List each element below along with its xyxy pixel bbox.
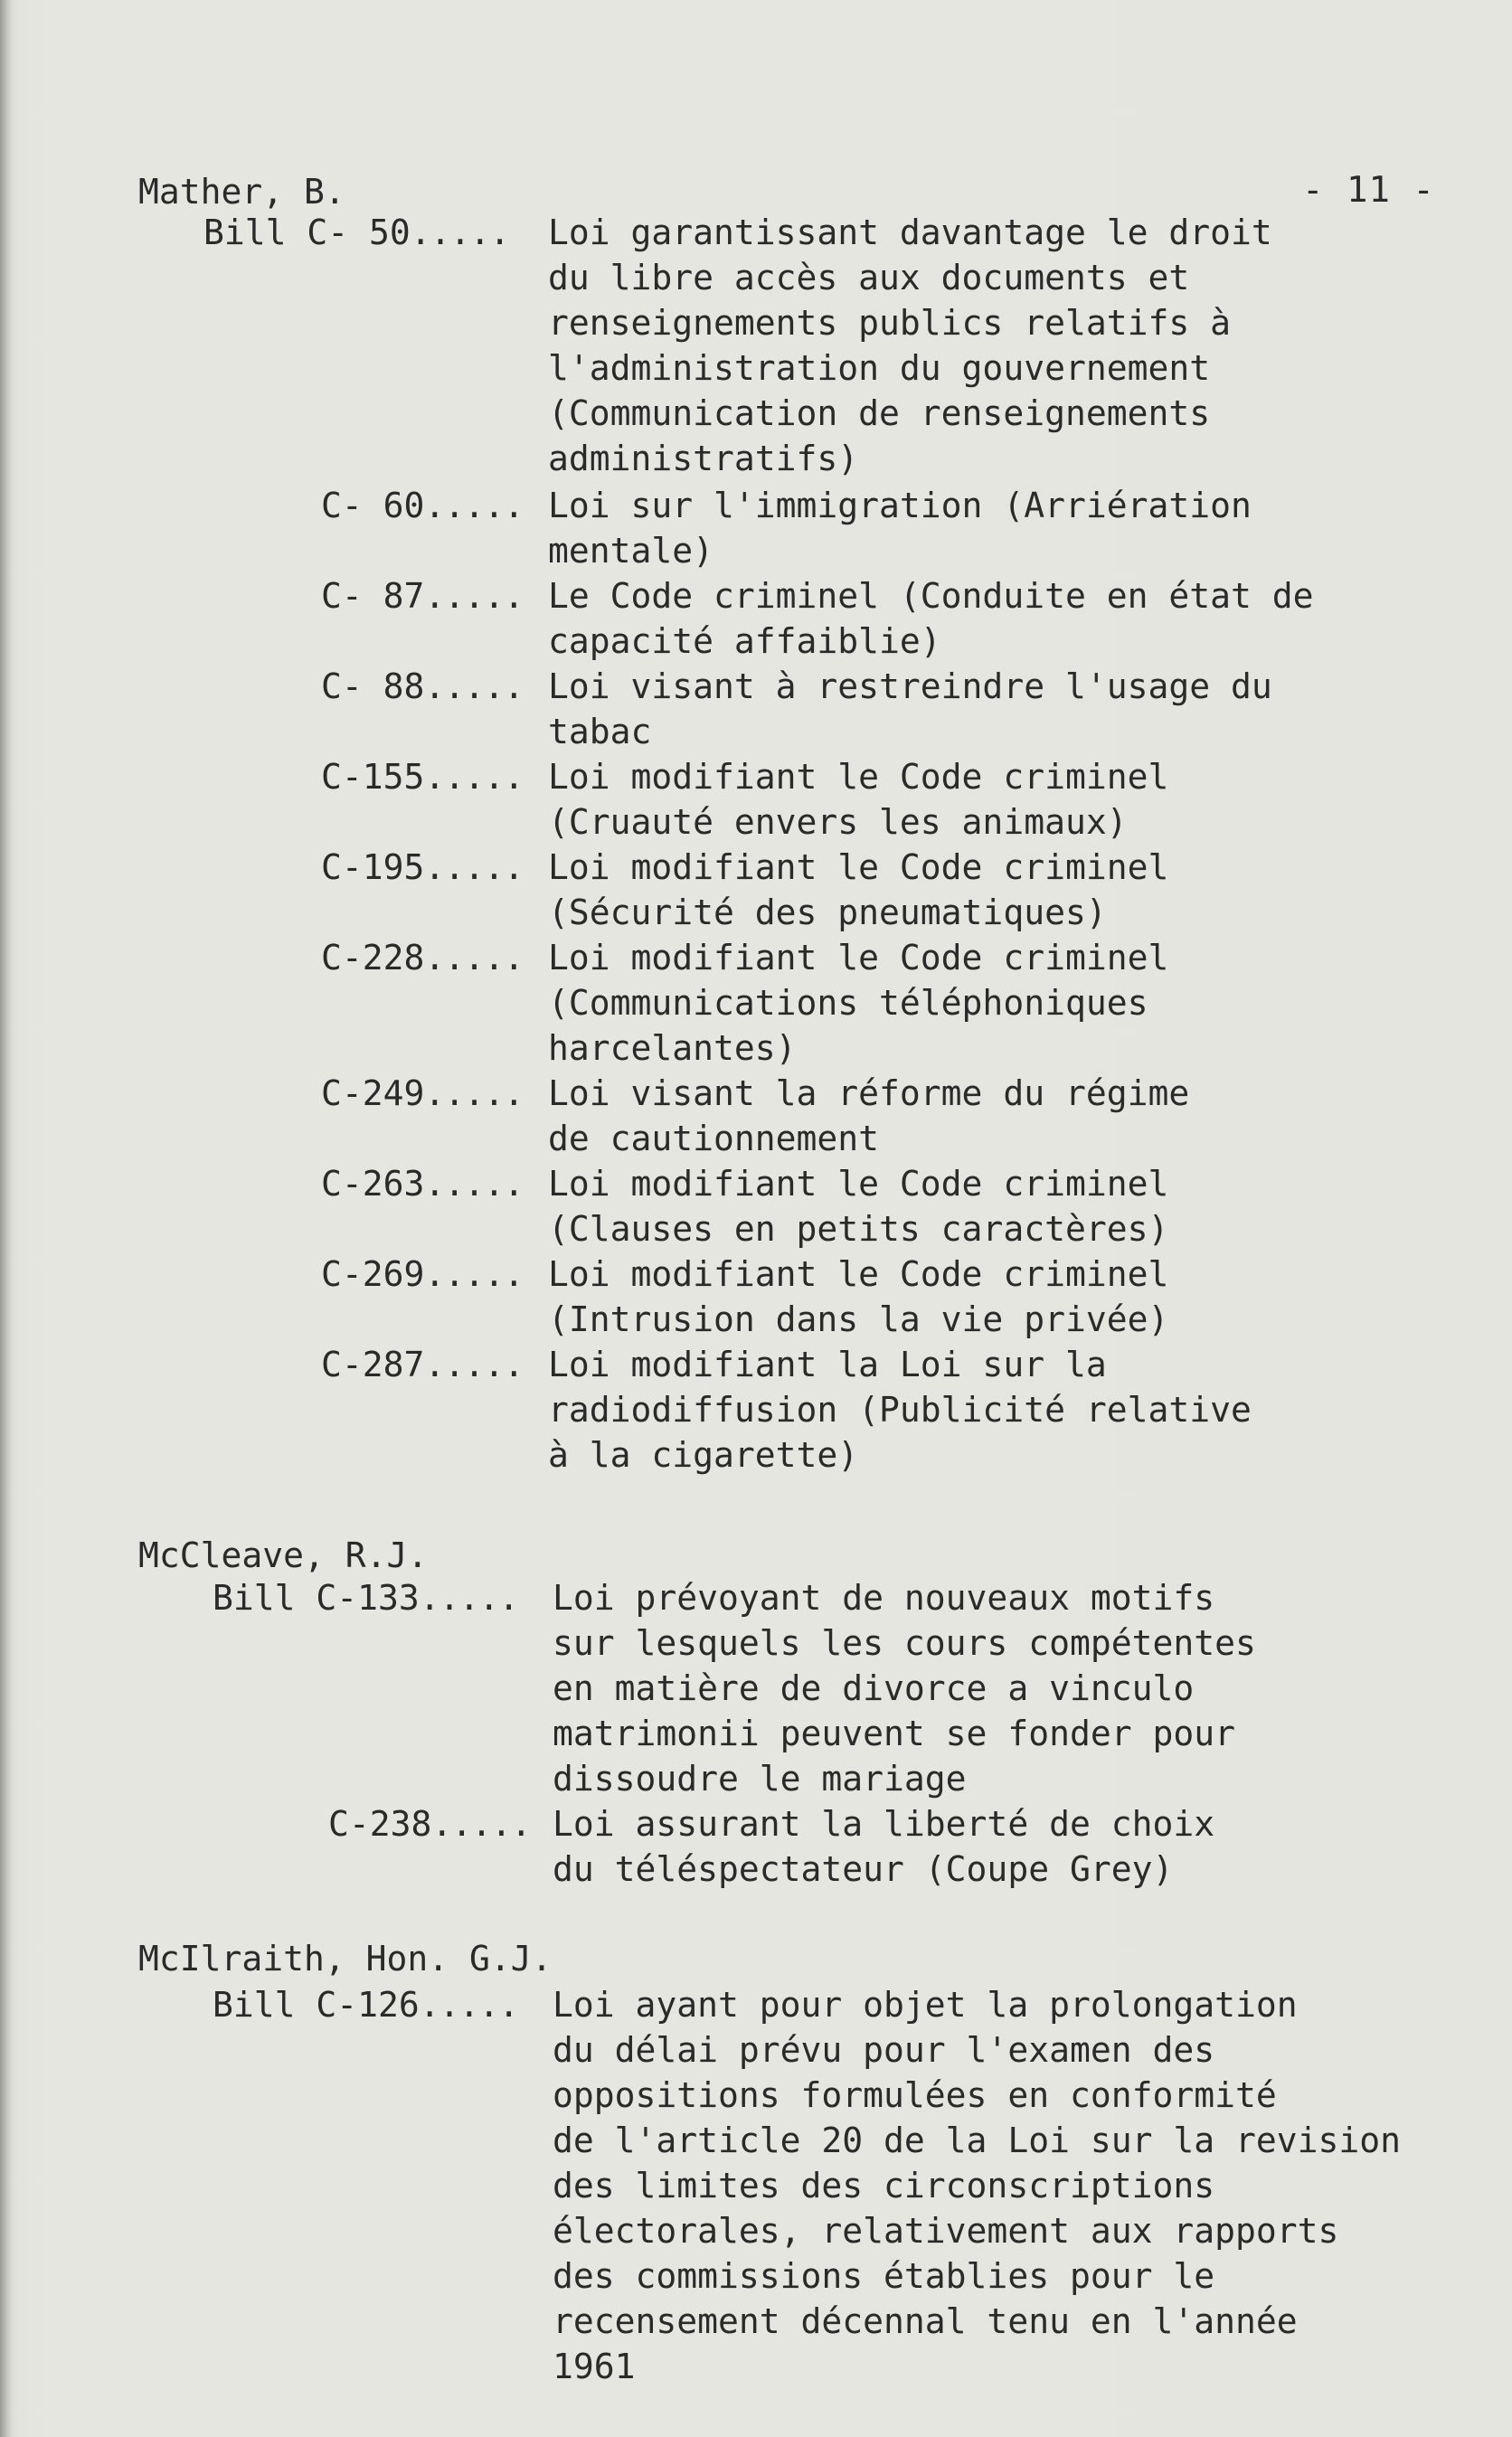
bill-description: Loi ayant pour objet la prolongation du délai prévu pour l'examen des oppositions formulées en conformité de l'article 20 de la Loi sur la revision des limites des circonscriptions électorales, relativement aux rapports des commissions établies pour le recensement décennal tenu en l'année 1961 xyxy=(553,1985,1401,2386)
binding-shadow xyxy=(0,0,13,2437)
bill-description: Loi garantissant davantage le droit du libre accès aux documents et renseignements publics relatifs à l'administration du gouvernement (Communication de renseignements administratifs) xyxy=(548,213,1272,478)
bill-reference xyxy=(321,754,524,799)
bill-number: C-249 xyxy=(321,1073,425,1113)
bill-number: C-228 xyxy=(321,938,425,978)
bill-reference xyxy=(321,1071,524,1116)
bill-number: C-287 xyxy=(321,1345,425,1384)
bill-number: C-269 xyxy=(321,1254,425,1294)
bill-reference xyxy=(321,935,524,980)
bill-number: C- 88 xyxy=(321,666,425,706)
bill-description: Loi modifiant le Code criminel (Clauses en petits caractères) xyxy=(548,1164,1169,1249)
bill-description: Le Code criminel (Conduite en état de capacité affaiblie) xyxy=(548,576,1314,661)
bill-reference xyxy=(213,1575,518,1620)
bill-reference xyxy=(213,1982,518,2027)
bill-description: Loi visant la réforme du régime de cautionnement xyxy=(548,1073,1190,1158)
bill-reference xyxy=(321,845,524,890)
leader-dots: ..... xyxy=(419,1578,519,1618)
leader-dots: ..... xyxy=(424,757,524,797)
page-number: - 11 - xyxy=(1302,170,1435,211)
bill-reference xyxy=(321,483,524,528)
bill-number: C-195 xyxy=(321,847,425,887)
bill-description: Loi prévoyant de nouveaux motifs sur lesquels les cours compétentes en matière de divorce a vinculo matrimonii peuvent se fonder pour dissoudre le mariage xyxy=(553,1578,1256,1799)
leader-dots: ..... xyxy=(424,486,524,525)
bill-description: Loi modifiant le Code criminel (Intrusion dans la vie privée) xyxy=(548,1254,1169,1339)
bill-number: C-263 xyxy=(321,1164,425,1204)
leader-dots: ..... xyxy=(424,1164,524,1204)
bill-number: C-155 xyxy=(321,757,425,797)
bill-number: Bill C- 50 xyxy=(203,213,411,252)
bill-description: Loi sur l'immigration (Arriération mentale) xyxy=(548,486,1252,571)
author-heading: Mather, B. xyxy=(138,172,345,212)
author-heading: McCleave, R.J. xyxy=(138,1535,429,1575)
leader-dots: ..... xyxy=(424,1073,524,1113)
bill-number: Bill C-126 xyxy=(213,1985,420,2025)
author-heading: McIlraith, Hon. G.J. xyxy=(138,1939,553,1979)
bill-number: Bill C-133 xyxy=(213,1578,420,1618)
leader-dots: ..... xyxy=(424,1345,524,1384)
leader-dots: ..... xyxy=(431,1804,531,1844)
bill-reference xyxy=(321,664,524,709)
bill-number: C- 87 xyxy=(321,576,425,616)
bill-description: Loi modifiant le Code criminel (Cruauté envers les animaux) xyxy=(548,757,1169,842)
bill-reference xyxy=(321,1161,524,1206)
leader-dots: ..... xyxy=(419,1985,519,2025)
bill-description: Loi assurant la liberté de choix du téléspectateur (Coupe Grey) xyxy=(553,1804,1215,1889)
bill-description: Loi modifiant le Code criminel (Sécurité des pneumatiques) xyxy=(548,847,1169,932)
leader-dots: ..... xyxy=(424,938,524,978)
bill-reference xyxy=(321,573,524,619)
bill-number: C- 60 xyxy=(321,486,425,525)
bill-description: Loi modifiant la Loi sur la radiodiffusion (Publicité relative à la cigarette) xyxy=(548,1345,1252,1475)
bill-description: Loi visant à restreindre l'usage du tabac xyxy=(548,666,1272,751)
leader-dots: ..... xyxy=(410,213,510,252)
bill-reference xyxy=(328,1801,531,1847)
bill-number: C-238 xyxy=(328,1804,432,1844)
bill-description: Loi modifiant le Code criminel (Communications téléphoniques harcelantes) xyxy=(548,938,1169,1068)
bill-reference xyxy=(321,1252,524,1297)
bill-reference xyxy=(203,210,509,255)
leader-dots: ..... xyxy=(424,576,524,616)
leader-dots: ..... xyxy=(424,1254,524,1294)
leader-dots: ..... xyxy=(424,666,524,706)
leader-dots: ..... xyxy=(424,847,524,887)
bill-reference xyxy=(321,1342,524,1387)
